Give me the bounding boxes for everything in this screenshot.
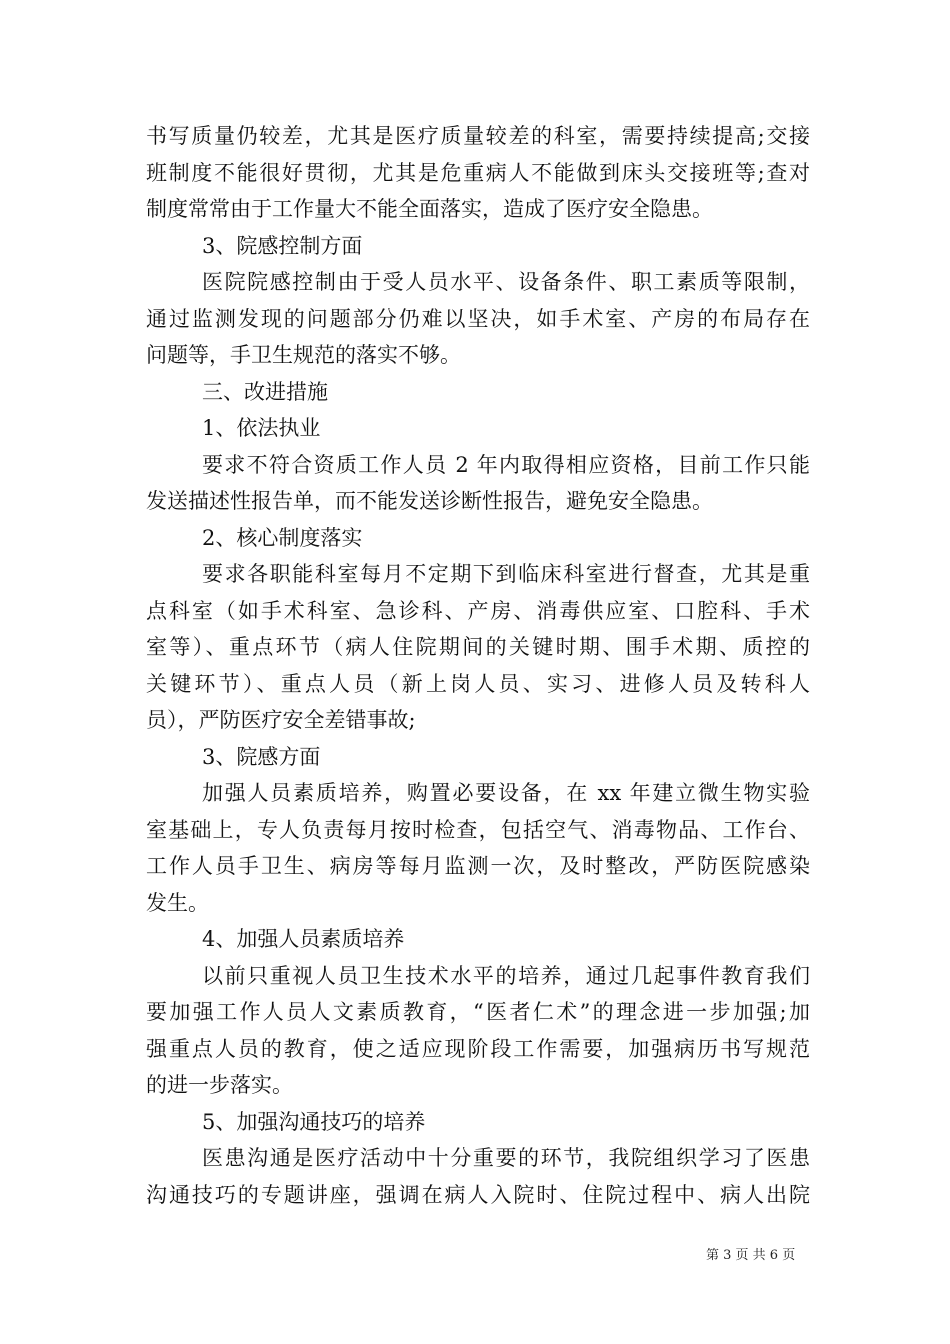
text-line: 的进一步落实。 xyxy=(146,1073,293,1097)
text-line: 发送描述性报告单，而不能发送诊断性报告，避免安全隐患。 xyxy=(146,489,713,513)
text-line: 4、加强人员素质培养 xyxy=(202,927,405,951)
text-line: 制度常常由于工作量大不能全面落实，造成了医疗安全隐患。 xyxy=(146,197,713,221)
text-line: 点科室（如手术科室、急诊科、产房、消毒供应室、口腔科、手术 xyxy=(146,598,810,623)
text-line: 要求各职能科室每月不定期下到临床科室进行督查，尤其是重 xyxy=(202,562,810,586)
text-line: 发生。 xyxy=(146,890,209,915)
text-line: 班制度不能很好贯彻，尤其是危重病人不能做到床头交接班等;查对 xyxy=(146,160,810,185)
text-line: 室基础上，专人负责每月按时检查，包括空气、消毒物品、工作台、 xyxy=(146,817,810,842)
text-line: 3、院感控制方面 xyxy=(202,233,363,258)
text-line: 通过监测发现的问题部分仍难以坚决，如手术室、产房的布局存在 xyxy=(146,306,810,331)
text-line: 以前只重视人员卫生技术水平的培养，通过几起事件教育我们 xyxy=(202,963,810,988)
page-number-footer: 第 3 页 共 6 页 xyxy=(706,1248,796,1263)
text-line: 工作人员手卫生、病房等每月监测一次，及时整改，严防医院感染 xyxy=(146,854,810,878)
document-body xyxy=(146,118,810,1213)
text-line: 1、依法执业 xyxy=(202,416,321,440)
text-line: 室等）、重点环节（病人住院期间的关键时期、围手术期、质控的 xyxy=(146,635,810,659)
text-line: 5、加强沟通技巧的培养 xyxy=(202,1109,426,1134)
text-line: 加强人员素质培养，购置必要设备，在 xx 年建立微生物实验 xyxy=(202,781,810,805)
text-line: 沟通技巧的专题讲座，强调在病人入院时、住院过程中、病人出院 xyxy=(146,1182,810,1207)
text-line: 员），严防医疗安全差错事故; xyxy=(146,708,416,732)
text-line: 强重点人员的教育，使之适应现阶段工作需要，加强病历书写规范 xyxy=(146,1036,810,1061)
text-line: 三、改进措施 xyxy=(202,379,328,404)
text-line: 2、核心制度落实 xyxy=(202,525,363,550)
text-line: 问题等，手卫生规范的落实不够。 xyxy=(146,343,461,367)
text-line: 书写质量仍较差，尤其是医疗质量较差的科室，需要持续提高;交接 xyxy=(146,124,810,148)
text-line: 要求不符合资质工作人员 2 年内取得相应资格，目前工作只能 xyxy=(202,452,810,477)
text-line: 医患沟通是医疗活动中十分重要的环节，我院组织学习了医患 xyxy=(202,1146,810,1170)
text-line: 关键环节）、重点人员（新上岗人员、实习、进修人员及转科人 xyxy=(146,671,810,696)
text-line: 医院院感控制由于受人员水平、设备条件、职工素质等限制， xyxy=(202,270,810,294)
text-line: 要加强工作人员人文素质教育，“医者仁术”的理念进一步加强;加 xyxy=(146,1000,810,1024)
text-line: 3、院感方面 xyxy=(202,744,321,769)
